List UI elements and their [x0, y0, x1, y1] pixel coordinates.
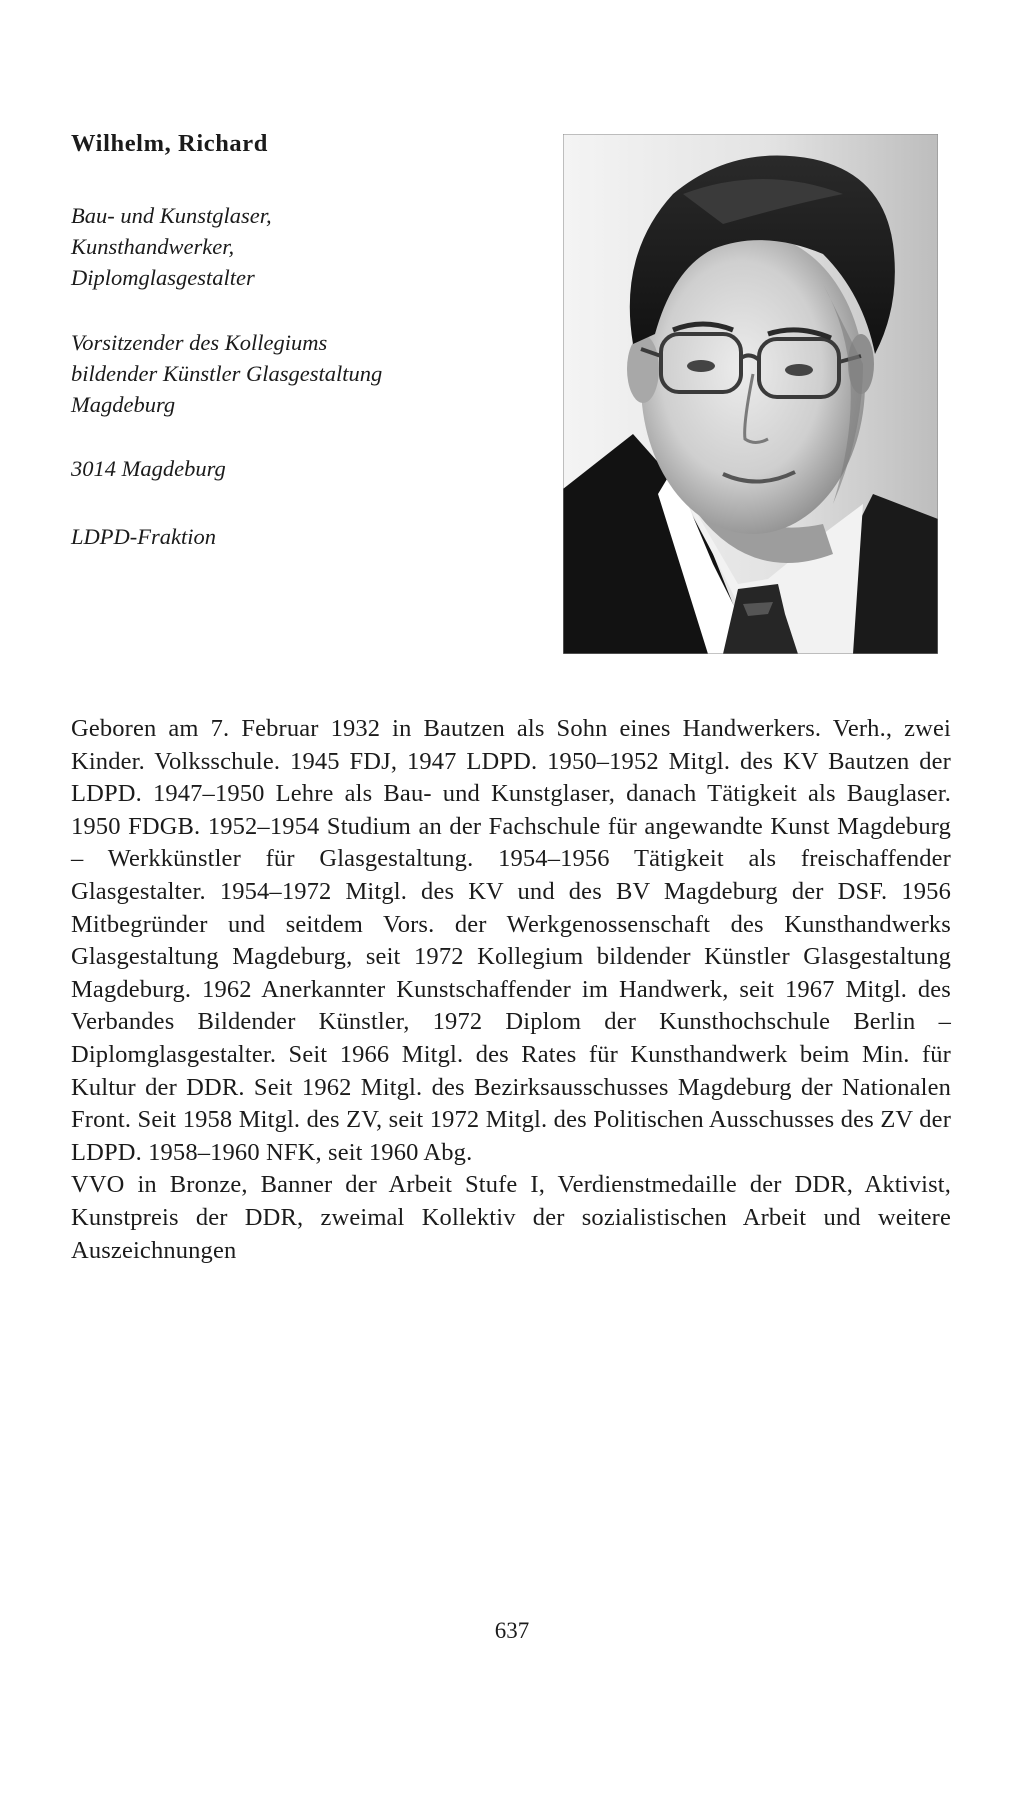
occupation-line: Kunsthandwerker,	[71, 234, 235, 259]
faction-label: LDPD-Fraktion	[71, 524, 216, 549]
biography-paragraph: Geboren am 7. Februar 1932 in Bautzen als Sohn eines Handwerkers. Verh., zwei Kinder. Volksschule. 1945 FDJ, 1947 LDPD. 1950–1952 Mitgl. des KV Bautzen der LDPD. 1947–1950 Lehre als Bau- und Kunstglaser, danach Tätigkeit als Bauglaser. 1950 FDGB. 1952–1954 Studium an der Fachschule für angewandte Kunst Magdeburg – Werkkünstler für Glasgestaltung. 1954–1956 Tätigkeit als freischaffender Glasgestalter. 1954–1972 Mitgl. des KV und des BV Magdeburg der DSF. 1956 Mitbegründer und seitdem Vors. der Werkgenossenschaft des Kunsthandwerks Glasgestaltung Magdeburg, seit 1972 Kollegium bildender Künstler Glasgestaltung Magdeburg. 1962 Anerkannter Kunstschaffender im Handwerk, seit 1967 Mitgl. des Verbandes Bildender Künstler, 1972 Diplom der Kunsthochschule Berlin – Diplomglasgestalter. Seit 1966 Mitgl. des Rates für Kunsthandwerk beim Min. für Kultur der DDR. Seit 1962 Mitgl. des Bezirksausschusses Magdeburg der Nationalen Front. Seit 1958 Mitgl. des ZV, seit 1972 Mitgl. des Politischen Ausschusses des ZV der LDPD. 1958–1960 NFK, seit 1960 Abg.	[71, 715, 951, 1166]
city-address: 3014 Magdeburg	[71, 456, 226, 481]
function-line: bildender Künstler Glasgestaltung	[71, 361, 383, 386]
portrait-photo	[563, 134, 938, 654]
function-line: Vorsitzender des Kollegiums	[71, 330, 328, 355]
awards-paragraph: VVO in Bronze, Banner der Arbeit Stufe I, Verdienstmedaille der DDR, Aktivist, Kunstpreis der DDR, zweimal Kollektiv der sozialistischen Arbeit und weitere Auszeichnungen	[71, 1171, 951, 1264]
function-block	[71, 327, 382, 420]
occupation-line: Bau- und Kunstglaser,	[71, 203, 272, 228]
occupation-line: Diplomglasgestalter	[71, 265, 255, 290]
function-line: Magdeburg	[71, 392, 176, 417]
person-name: Wilhelm, Richard	[71, 130, 268, 157]
biography-text	[71, 713, 951, 1267]
occupation-block	[71, 200, 272, 293]
page-number: 637	[494, 1618, 530, 1643]
